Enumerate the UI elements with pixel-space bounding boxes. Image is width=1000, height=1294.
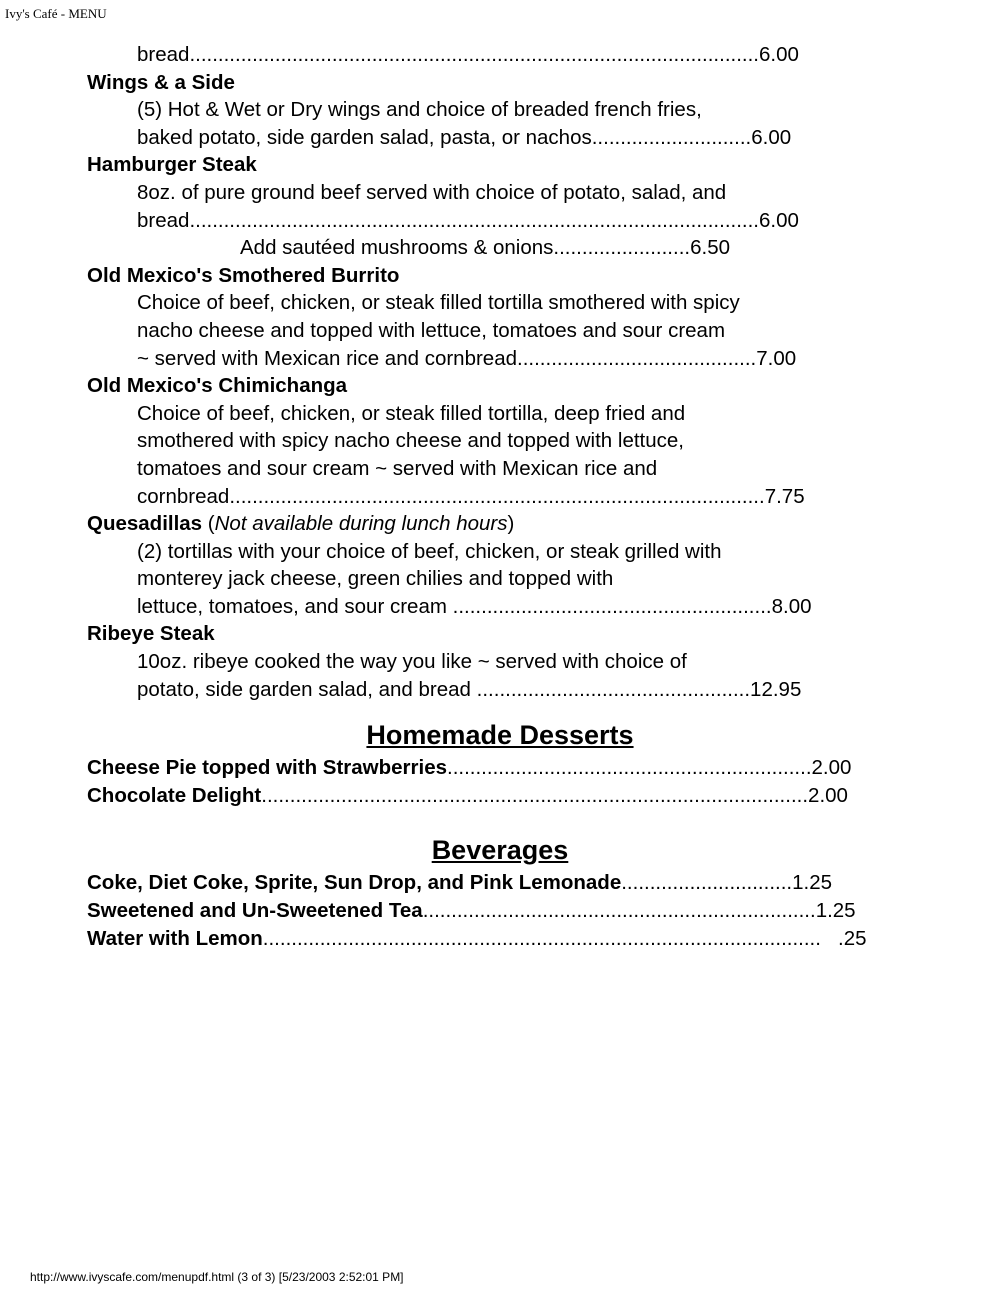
menu-item-wings-price-line	[0, 124, 1000, 152]
item-name: Hamburger Steak	[87, 153, 257, 177]
item-name: Quesadillas	[87, 512, 203, 536]
item-leader-dots: ........................................................	[452, 594, 772, 618]
item-price: 2.00	[808, 783, 848, 807]
menu-item-hamburger-addon	[0, 234, 1000, 262]
item-leader-dots: ............................	[591, 125, 752, 149]
menu-item-chimichanga-desc-2: smothered with spicy nacho cheese and topped with lettuce,	[137, 429, 684, 453]
item-leader-dots: ..............................	[621, 871, 793, 895]
desserts-heading: Homemade Desserts	[366, 720, 634, 751]
item-name: Sweetened and Un-Sweetened Tea	[87, 899, 423, 923]
menu-item-quesadillas-price-line	[0, 593, 1000, 621]
note-close-paren: )	[507, 512, 515, 536]
item-leader-dots: ....................................................................................................	[189, 43, 759, 66]
item-desc: bread	[137, 43, 190, 66]
item-price: 6.00	[759, 208, 799, 232]
item-price: 7.75	[764, 484, 805, 508]
menu-item-chimichanga-desc-1: Choice of beef, chicken, or steak filled tortilla, deep fried and	[137, 401, 686, 425]
menu-item-burrito-name	[0, 262, 1000, 290]
menu-item-wings-desc: (5) Hot & Wet or Dry wings and choice of breaded french fries,	[137, 98, 702, 122]
item-desc: cornbread	[137, 484, 230, 508]
item-price: 8.00	[771, 594, 812, 618]
item-leader-dots: ....................................................................................................	[189, 208, 759, 232]
menu-item-quesadillas-desc-1: (2) tortillas with your choice of beef, chicken, or steak grilled with	[137, 539, 722, 563]
menu-item-hamburger-name	[0, 151, 1000, 179]
item-price: 6.00	[759, 43, 799, 66]
menu-item-ribeye-price-line	[0, 676, 1000, 704]
note-open-paren: (	[202, 512, 215, 536]
menu-item-wings-name	[0, 69, 1000, 97]
menu-content	[0, 41, 1000, 952]
item-name: Ribeye Steak	[87, 622, 215, 646]
menu-item-ribeye-name	[0, 620, 1000, 648]
item-price: 1.25	[792, 871, 833, 895]
dessert-item-chocolate-delight	[0, 782, 1000, 810]
item-name: Chocolate Delight	[87, 783, 262, 807]
item-desc: lettuce, tomatoes, and sour cream	[137, 594, 453, 618]
item-leader-dots: ................................................	[476, 677, 751, 701]
menu-item-hamburger-desc: 8oz. of pure ground beef served with choice of potato, salad, and	[137, 180, 727, 204]
dessert-item-cheese-pie	[0, 754, 1000, 782]
addon-price: 6.50	[690, 236, 730, 260]
menu-item-chimichanga-price-line	[0, 483, 1000, 511]
item-name: Wings & a Side	[87, 70, 235, 94]
item-desc: bread	[137, 208, 190, 232]
beverages-heading: Beverages	[431, 835, 569, 866]
item-name: Water with Lemon	[87, 926, 263, 950]
item-leader-dots: ................................................................	[447, 756, 812, 780]
addon-text: Add sautéed mushrooms & onions	[240, 236, 554, 260]
page-footer-url: http://www.ivyscafe.com/menupdf.html (3 of 3) [5/23/2003 2:52:01 PM]	[30, 1270, 404, 1284]
menu-item-chimichanga-name	[0, 372, 1000, 400]
beverage-item-water	[0, 925, 1000, 953]
item-note: Not available during lunch hours	[214, 512, 508, 536]
item-leader-dots: ..................................................................................................	[262, 926, 839, 950]
item-name: Coke, Diet Coke, Sprite, Sun Drop, and Pink Lemonade	[87, 871, 622, 895]
page-header-title: Ivy's Café - MENU	[5, 6, 107, 21]
menu-item-burrito-desc-1: Choice of beef, chicken, or steak filled tortilla smothered with spicy	[137, 291, 740, 315]
item-price: 2.00	[811, 756, 852, 780]
menu-item-burrito-desc-2: nacho cheese and topped with lettuce, tomatoes and sour cream	[137, 318, 726, 342]
item-name: Old Mexico's Chimichanga	[87, 374, 348, 398]
beverage-item-tea	[0, 897, 1000, 925]
menu-item-quesadillas-desc-2: monterey jack cheese, green chilies and topped with	[137, 567, 614, 591]
item-leader-dots: ........................	[553, 236, 691, 260]
menu-item-continued-bread	[0, 41, 1000, 69]
item-price: 12.95	[750, 677, 802, 701]
item-desc: potato, side garden salad, and bread	[137, 677, 477, 701]
menu-item-chimichanga-desc-3: tomatoes and sour cream ~ served with Mexican rice and	[137, 456, 658, 480]
menu-item-quesadillas-name	[0, 510, 1000, 538]
beverage-item-sodas	[0, 869, 1000, 897]
menu-item-hamburger-price-line	[0, 207, 1000, 235]
item-name: Cheese Pie topped with Strawberries	[87, 756, 447, 780]
item-leader-dots: ..........................................	[517, 346, 757, 370]
item-price: 1.25	[815, 899, 856, 923]
item-price: 6.00	[751, 125, 792, 149]
item-name: Old Mexico's Smothered Burrito	[87, 263, 400, 287]
item-price: 7.00	[756, 346, 797, 370]
item-price: .25	[838, 926, 867, 950]
menu-item-ribeye-desc-1: 10oz. ribeye cooked the way you like ~ served with choice of	[137, 650, 687, 674]
menu-item-burrito-price-line	[0, 345, 1000, 373]
item-leader-dots: .....................................................................	[422, 899, 816, 923]
item-leader-dots: ..............................................................................................	[229, 484, 765, 508]
item-desc: ~ served with Mexican rice and cornbread	[137, 346, 518, 370]
item-leader-dots: ................................................................................................	[261, 783, 809, 807]
item-desc: baked potato, side garden salad, pasta, or nachos	[137, 125, 592, 149]
